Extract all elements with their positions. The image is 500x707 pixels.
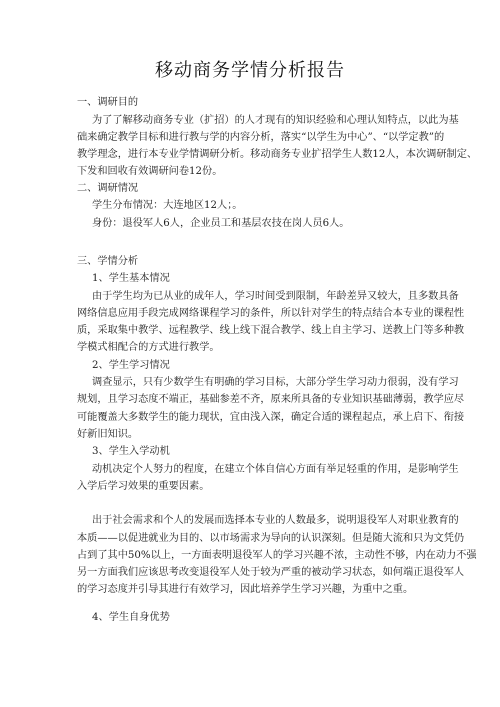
paragraph-line: 占到了其中50%以上，一方面表明退役军人的学习兴趣不浓，主动性不够，内在动力不强	[77, 550, 477, 561]
subsection-heading: 3、学生入学动机	[92, 446, 170, 457]
section-heading: 一、调研目的	[77, 97, 139, 108]
paragraph-line: 学生分布情况：大连地区12人；。	[92, 200, 243, 211]
paragraph-line: 规划，且学习态度不端正，基础参差不齐，原来所具备的专业知识基础薄弱，教学应尽	[77, 394, 465, 405]
paragraph-line: 教学理念，进行本专业学情调研分析。移动商务专业扩招学生人数12人，本次调研制定、	[77, 149, 478, 160]
paragraph-line: 可能覆盖大多数学生的能力现状，宜由浅入深，确定合适的课程起点，承上启下、衔接	[77, 412, 465, 423]
paragraph-line: 入学后学习效果的重要因素。	[77, 481, 210, 492]
section-heading: 三、学情分析	[77, 256, 139, 267]
paragraph-line: 下发和回收有效调研问卷12份。	[77, 166, 223, 177]
paragraph-line: 学模式相配合的方式进行教学。	[77, 342, 220, 353]
paragraph-line: 为了了解移动商务专业（扩招）的人才现有的知识经验和心理认知特点，以此为基	[92, 115, 459, 126]
section-heading: 二、调研情况	[77, 183, 139, 194]
paragraph-line: 身份：退役军人6人，企业员工和基层农技在岗人员6人。	[92, 218, 350, 229]
paragraph-line: 调查显示，只有少数学生有明确的学习目标，大部分学生学习动力很弱，没有学习	[92, 377, 459, 388]
subsection-heading: 1、学生基本情况	[92, 273, 170, 284]
subsection-heading: 2、学生学习情况	[92, 360, 170, 371]
document-title: 移动商务学情分析报告	[155, 60, 345, 81]
paragraph-line: 质，采取集中教学、远程教学、线上线下混合教学、线上自主学习、送教上门等多种教	[77, 325, 465, 336]
paragraph-line: 好新旧知识。	[77, 429, 139, 440]
paragraph-line: 由于学生均为已从业的成年人，学习时间受到限制，年龄差异又较大，且多数具备	[92, 291, 459, 302]
subsection-heading: 4、学生自身优势	[92, 612, 170, 623]
paragraph-line: 本质——以促进就业为目的、以市场需求为导向的认识深刻。但是随大流和只为文凭仍	[77, 533, 465, 544]
paragraph-line: 出于社会需求和个人的发展而选择本专业的人数最多，说明退役军人对职业教育的	[92, 515, 459, 526]
paragraph-line: 网络信息应用手段完成网络课程学习的条件，所以针对学生的特点结合本专业的课程性	[77, 308, 465, 319]
paragraph-line: 础来确定教学目标和进行教与学的内容分析，落实“以学生为中心”、“以学定教”的	[77, 132, 445, 143]
paragraph-line: 的学习态度并引导其进行有效学习，因此培养学生学习兴趣，为重中之重。	[77, 584, 414, 595]
paragraph-line: 动机决定个人努力的程度，在建立个体自信心方面有举足轻重的作用，是影响学生	[92, 464, 459, 475]
paragraph-line: 另一方面我们应该思考改变退役军人处于较为严重的被动学习状态，如何端正退役军人	[77, 567, 465, 578]
